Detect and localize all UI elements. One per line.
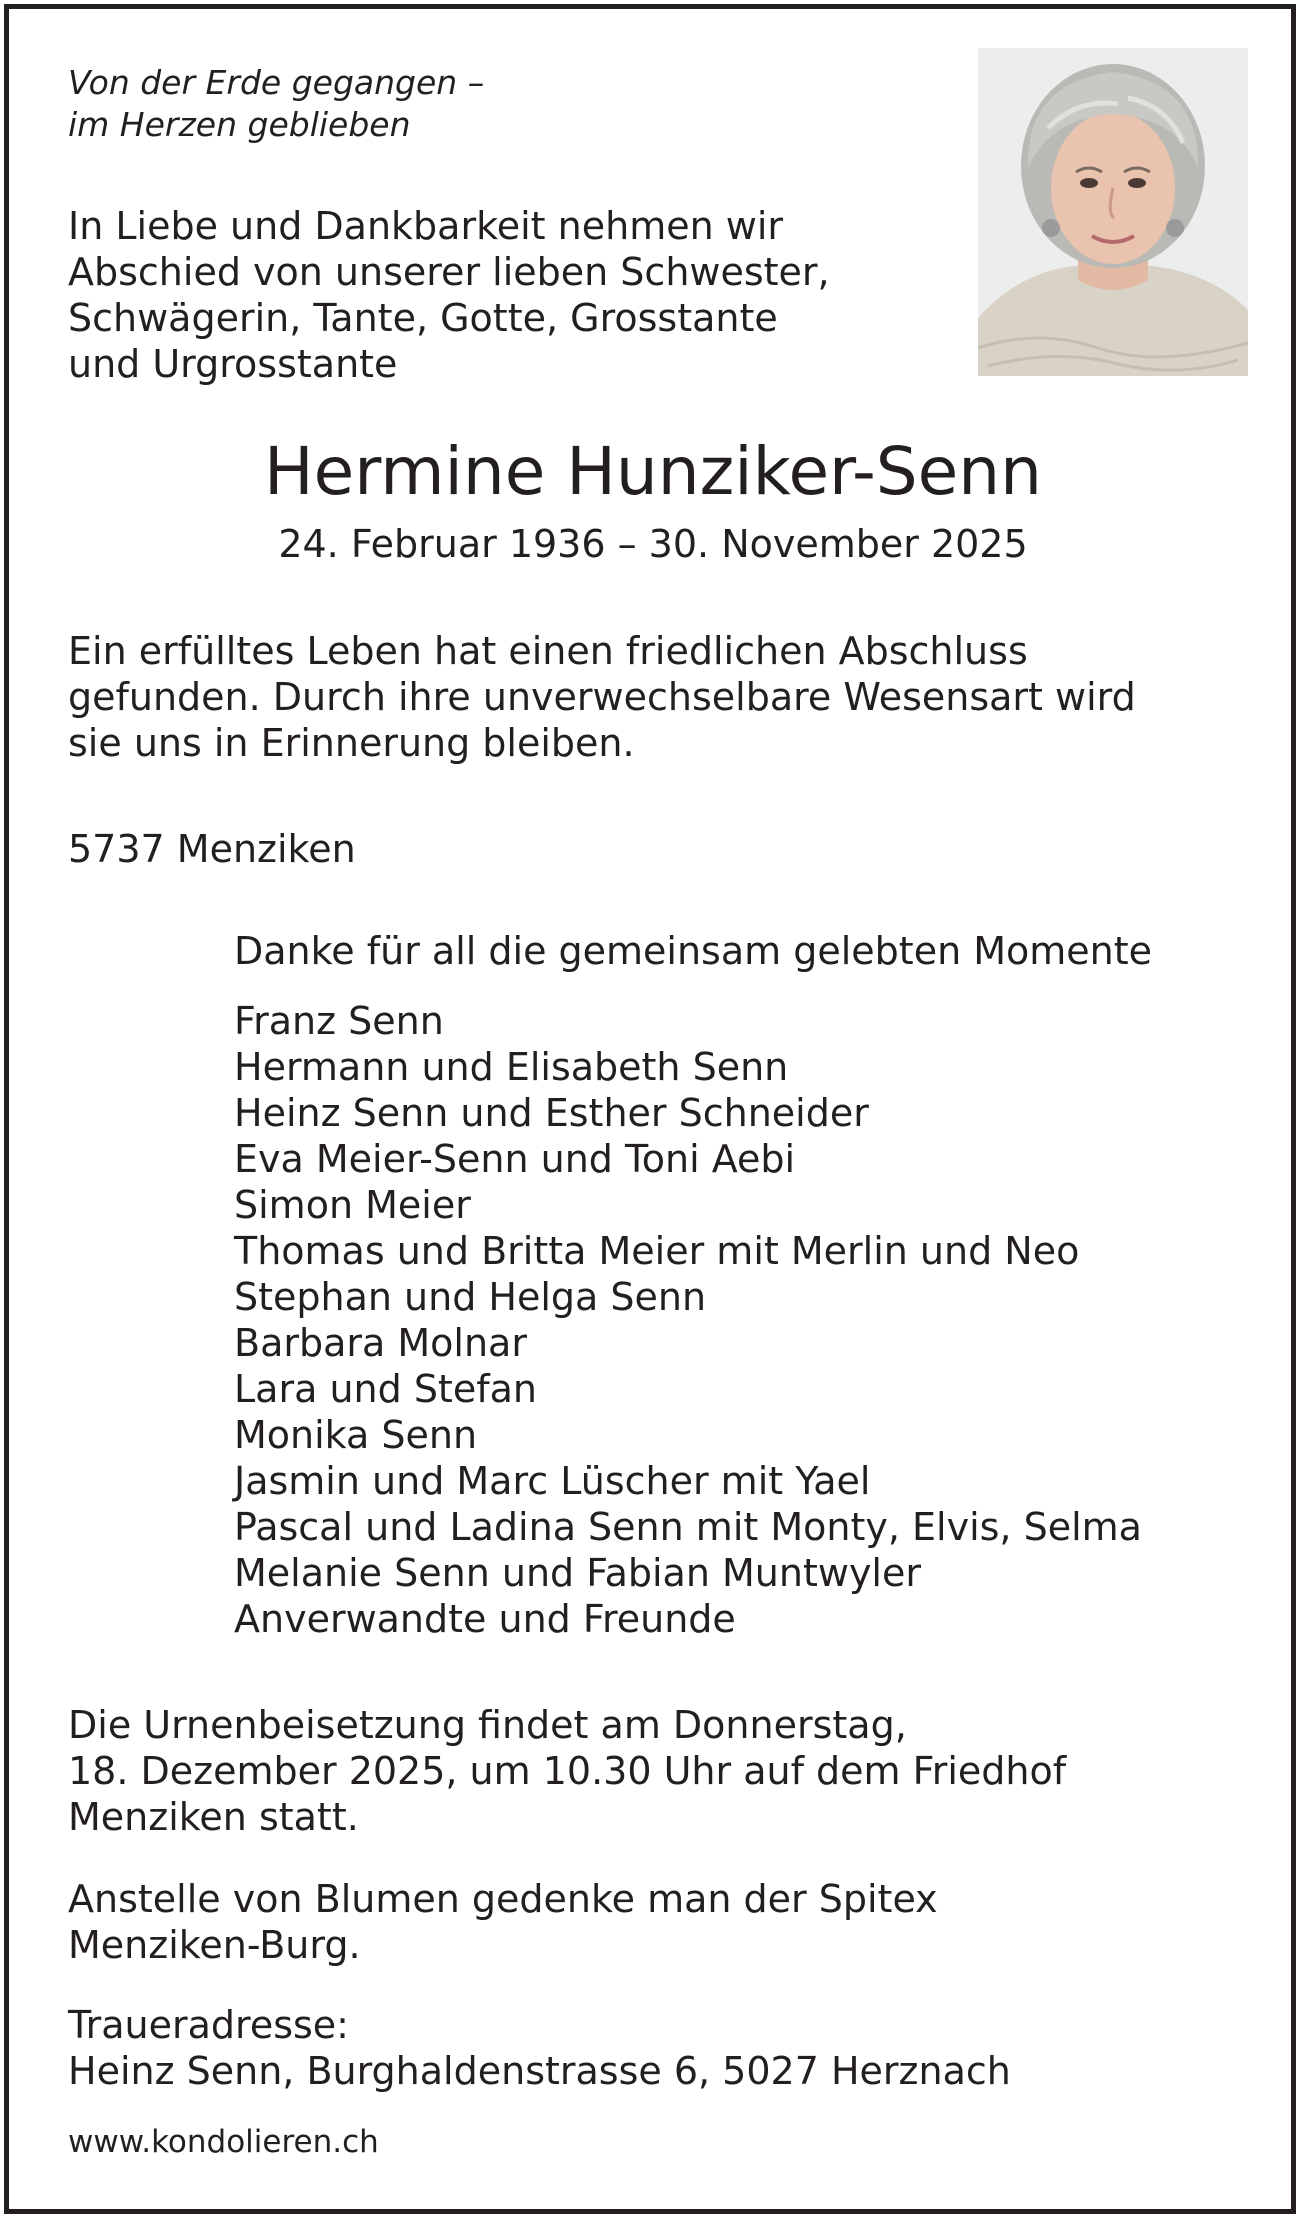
life-dates: 24. Februar 1936 – 30. November 2025 (278, 522, 1028, 566)
mourner-item: Anverwandte und Freunde (234, 1597, 736, 1641)
mourners-list (234, 998, 1142, 1642)
mourner-item: Lara und Stefan (234, 1367, 537, 1411)
motto (68, 62, 484, 146)
mourning-address (68, 2002, 1011, 2094)
mourner-item: Eva Meier-Senn und Toni Aebi (234, 1137, 796, 1181)
intro-text (68, 203, 830, 387)
mourner-item: Heinz Senn und Esther Schneider (234, 1091, 869, 1135)
address-line: Heinz Senn, Burghaldenstrasse 6, 5027 Herznach (68, 2049, 1011, 2093)
intro-line: In Liebe und Dankbarkeit nehmen wir (68, 204, 784, 248)
deceased-name: Hermine Hunziker-Senn (264, 433, 1042, 510)
burial-line: Die Urnenbeisetzung findet am Donnerstag, (68, 1703, 907, 1747)
mourner-item: Monika Senn (234, 1413, 478, 1457)
mourner-item: Thomas und Britta Meier mit Merlin und Neo (234, 1229, 1080, 1273)
intro-line: Abschied von unserer lieben Schwester, (68, 250, 830, 294)
mourner-item: Stephan und Helga Senn (234, 1275, 707, 1319)
motto-line: im Herzen geblieben (68, 105, 411, 144)
intro-line: Schwägerin, Tante, Gotte, Grosstante (68, 296, 778, 340)
mourner-item: Franz Senn (234, 999, 444, 1043)
address-label: Traueradresse: (68, 2003, 349, 2047)
burial-line: Menziken statt. (68, 1795, 359, 1839)
place: 5737 Menziken (68, 827, 356, 871)
portrait-illustration (978, 48, 1248, 376)
life-text-line: sie uns in Erinnerung bleiben. (68, 721, 635, 765)
mourner-item: Simon Meier (234, 1183, 471, 1227)
donation-note (68, 1876, 938, 1968)
portrait-photo (978, 48, 1248, 376)
donation-line: Menziken-Burg. (68, 1923, 361, 1967)
thanks-line: Danke für all die gemeinsam gelebten Momente (234, 929, 1153, 973)
motto-line: Von der Erde gegangen – (68, 63, 485, 102)
life-text (68, 628, 1136, 766)
intro-line: und Urgrosstante (68, 342, 398, 386)
burial-info (68, 1702, 1066, 1840)
burial-line: 18. Dezember 2025, um 10.30 Uhr auf dem Friedhof (68, 1749, 1067, 1793)
life-text-line: Ein erfülltes Leben hat einen friedlichen Abschluss (68, 629, 1028, 673)
mourner-item: Melanie Senn und Fabian Muntwyler (234, 1551, 921, 1595)
mourner-item: Jasmin und Marc Lüscher mit Yael (234, 1459, 871, 1503)
mourner-item: Pascal und Ladina Senn mit Monty, Elvis, Selma (234, 1505, 1142, 1549)
donation-line: Anstelle von Blumen gedenke man der Spitex (68, 1877, 938, 1921)
mourner-item: Hermann und Elisabeth Senn (234, 1045, 789, 1089)
website-link[interactable]: www.kondolieren.ch (68, 2124, 379, 2160)
mourner-item: Barbara Molnar (234, 1321, 527, 1365)
life-text-line: gefunden. Durch ihre unverwechselbare Wesensart wird (68, 675, 1136, 719)
